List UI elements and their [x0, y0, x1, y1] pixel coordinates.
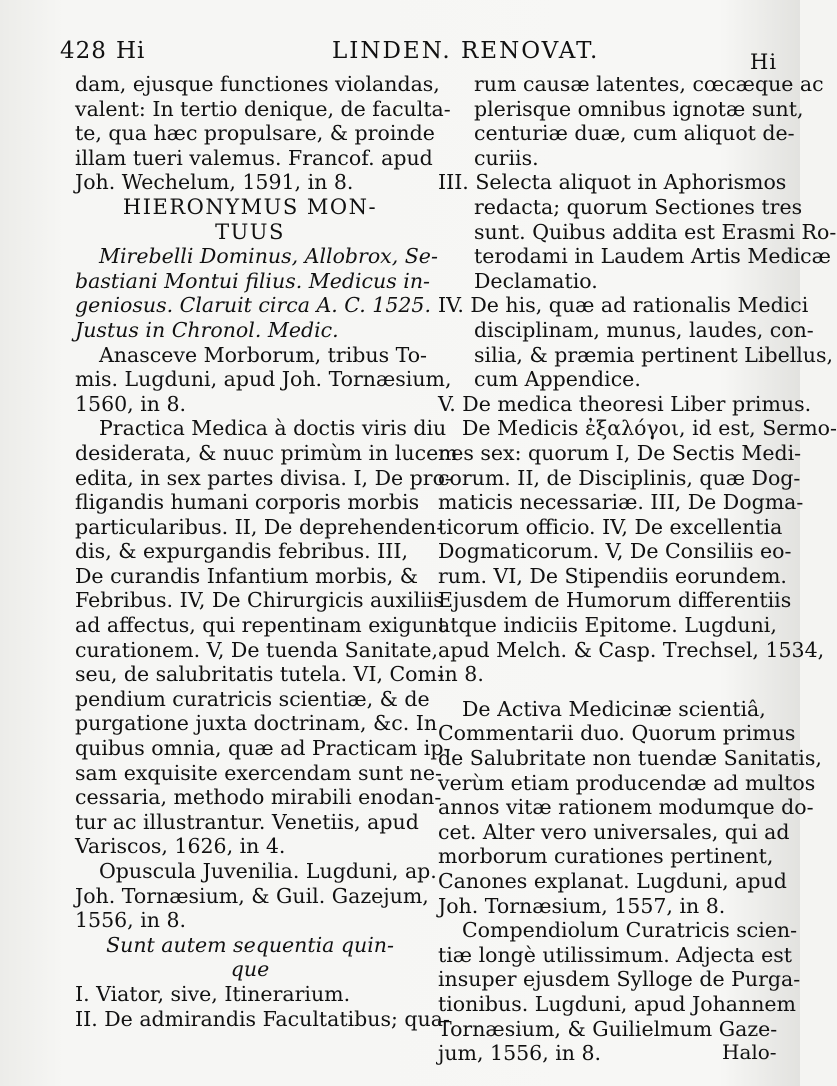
text-line: jum, 1556, in 8.: [438, 1041, 602, 1066]
text-line: Declamatio.: [474, 268, 598, 293]
text-line: Joh. Wechelum, 1591, in 8.: [75, 170, 354, 195]
text-line: V. De medica theoresi Liber primus.: [438, 391, 812, 416]
text-line: Joh. Tornæsium, & Guil. Gazejum,: [75, 883, 429, 908]
text-line: Compendiolum Curatricis scien-: [462, 918, 798, 943]
text-line: cessaria, methodo mirabili enodan-: [75, 785, 442, 810]
text-line: Canones explanat. Lugduni, apud: [438, 869, 787, 893]
text-line: de Salubritate non tuendæ Sanitatis,: [438, 746, 822, 771]
text-line: fligandis humani corporis morbis: [75, 490, 420, 515]
text-line: quibus omnia, quæ ad Practicam ip-: [75, 736, 451, 761]
text-line: plerisque omnibus ignotæ sunt,: [474, 96, 804, 121]
text-line: 1560, in 8.: [75, 391, 187, 416]
text-line: pendium curatricis scientiæ, & de: [75, 686, 430, 711]
text-line: Anasceve Morborum, tribus To-: [99, 342, 427, 367]
text-line: Dogmaticorum. V, De Consiliis eo-: [438, 539, 792, 564]
text-line: rum. VI, De Stipendiis eorundem.: [438, 563, 787, 588]
right-section-abbreviation: Hi: [750, 50, 778, 74]
text-line: silia, & præmia pertinent Libellus,: [474, 342, 834, 367]
text-line: valent: In tertio denique, de faculta-: [75, 96, 451, 121]
text-line: sam exquisite exercendam sunt ne-: [75, 760, 442, 785]
text-line: dam, ejusque functiones violandas,: [75, 72, 440, 96]
text-line: edita, in sex partes divisa. I, De pro-: [75, 465, 452, 490]
text-line: rum causæ latentes, cœcæque ac: [474, 72, 824, 96]
text-line: redacta; quorum Sectiones tres: [474, 194, 803, 219]
text-line: sunt. Quibus addita est Erasmi Ro-: [474, 219, 837, 244]
text-line: Joh. Tornæsium, 1557, in 8.: [438, 893, 726, 918]
text-line: I. Viator, sive, Itinerarium.: [75, 981, 351, 1006]
text-line: que: [230, 957, 270, 982]
text-line: 1556, in 8.: [75, 908, 187, 933]
text-line: geniosus. Claruit circa A. C. 1525.: [75, 293, 431, 318]
text-line: III. Selecta aliquot in Aphorismos: [438, 170, 787, 195]
text-line: atque indiciis Epitome. Lugduni,: [438, 613, 777, 638]
section-abbreviation: Hi: [116, 38, 146, 64]
text-line: terodami in Laudem Artis Medicæ: [474, 244, 831, 269]
text-line: insuper ejusdem Sylloge de Purga-: [438, 967, 801, 992]
page-number: 428: [60, 38, 107, 64]
text-line: II. De admirandis Facultatibus; qua-: [75, 1006, 450, 1031]
running-title: LINDEN. RENOVAT.: [332, 38, 600, 64]
text-line: Tornæsium, & Guilielmum Gaze-: [438, 1016, 778, 1041]
text-line: De Medicis ἐξαλόγοι, id est, Sermo-: [462, 416, 837, 441]
text-line: IV. De his, quæ ad rationalis Medici: [438, 293, 809, 318]
text-line: TUUS: [215, 219, 285, 244]
text-line: Mirebelli Dominus, Allobrox, Se-: [99, 244, 438, 269]
text-line: in 8.: [438, 662, 484, 687]
text-line: Variscos, 1626, in 4.: [75, 834, 286, 859]
text-line: curationem. V, De tuenda Sanitate,: [75, 637, 438, 662]
text-line: ad affectus, qui repentinam exigunt: [75, 613, 447, 638]
text-line: Febribus. IV, De Chirurgicis auxiliis: [75, 588, 444, 613]
text-line: De curandis Infantium morbis, &: [75, 563, 419, 588]
catchword: Halo-: [722, 1040, 777, 1064]
text-line: Commentarii duo. Quorum primus: [438, 721, 796, 746]
text-line: illam tueri valemus. Francof. apud: [75, 145, 433, 170]
text-line: corum. II, de Disciplinis, quæ Dog-: [438, 465, 801, 490]
text-line: bastiani Montui filius. Medicus in-: [75, 268, 430, 293]
text-line: Sunt autem sequentia quin-: [106, 932, 394, 957]
right-text-column: [438, 72, 837, 1066]
text-line: tiæ longè utilissimum. Adjecta est: [438, 942, 793, 967]
text-line: disciplinam, munus, laudes, con-: [474, 317, 814, 342]
text-line: seu, de salubritatis tutela. VI, Com-: [75, 662, 444, 687]
text-line: centuriæ duæ, cum aliquot de-: [474, 121, 795, 146]
text-line: maticis necessariæ. III, De Dogma-: [438, 490, 804, 515]
text-line: De Activa Medicinæ scientiâ,: [462, 696, 766, 721]
text-line: apud Melch. & Casp. Trechsel, 1534,: [438, 637, 825, 662]
text-line: tionibus. Lugduni, apud Johannem: [438, 991, 796, 1016]
text-line: curiis.: [474, 145, 539, 170]
text-line: mis. Lugduni, apud Joh. Tornæsium,: [75, 367, 452, 392]
text-line: annos vitæ rationem modumque do-: [438, 795, 814, 820]
text-line: tur ac illustrantur. Venetiis, apud: [75, 809, 419, 834]
text-line: particularibus. II, De deprehenden-: [75, 514, 444, 539]
text-line: verùm etiam producendæ ad multos: [438, 770, 816, 795]
text-line: te, qua hæc propulsare, & proinde: [75, 121, 435, 146]
text-line: cet. Alter vero universales, qui ad: [438, 819, 790, 844]
text-line: Practica Medica à doctis viris diu: [99, 416, 447, 441]
text-line: Opuscula Juvenilia. Lugduni, ap.: [99, 859, 437, 883]
text-line: cum Appendice.: [474, 367, 641, 392]
text-line: Justus in Chronol. Medic.: [75, 317, 339, 342]
left-text-column: [75, 72, 458, 1031]
text-line: ticorum officio. IV, De excellentia: [438, 514, 783, 539]
text-line: desiderata, & nuuc primùm in lucem: [75, 440, 458, 465]
text-line: morborum curationes pertinent,: [438, 844, 774, 869]
text-line: Ejusdem de Humorum differentiis: [438, 588, 792, 613]
text-line: HIERONYMUS MON-: [122, 194, 378, 219]
text-line: nes sex: quorum I, De Sectis Medi-: [438, 440, 802, 465]
text-line: purgatione juxta doctrinam, &c. In: [75, 711, 438, 736]
text-line: dis, & expurgandis febribus. III,: [75, 539, 408, 564]
